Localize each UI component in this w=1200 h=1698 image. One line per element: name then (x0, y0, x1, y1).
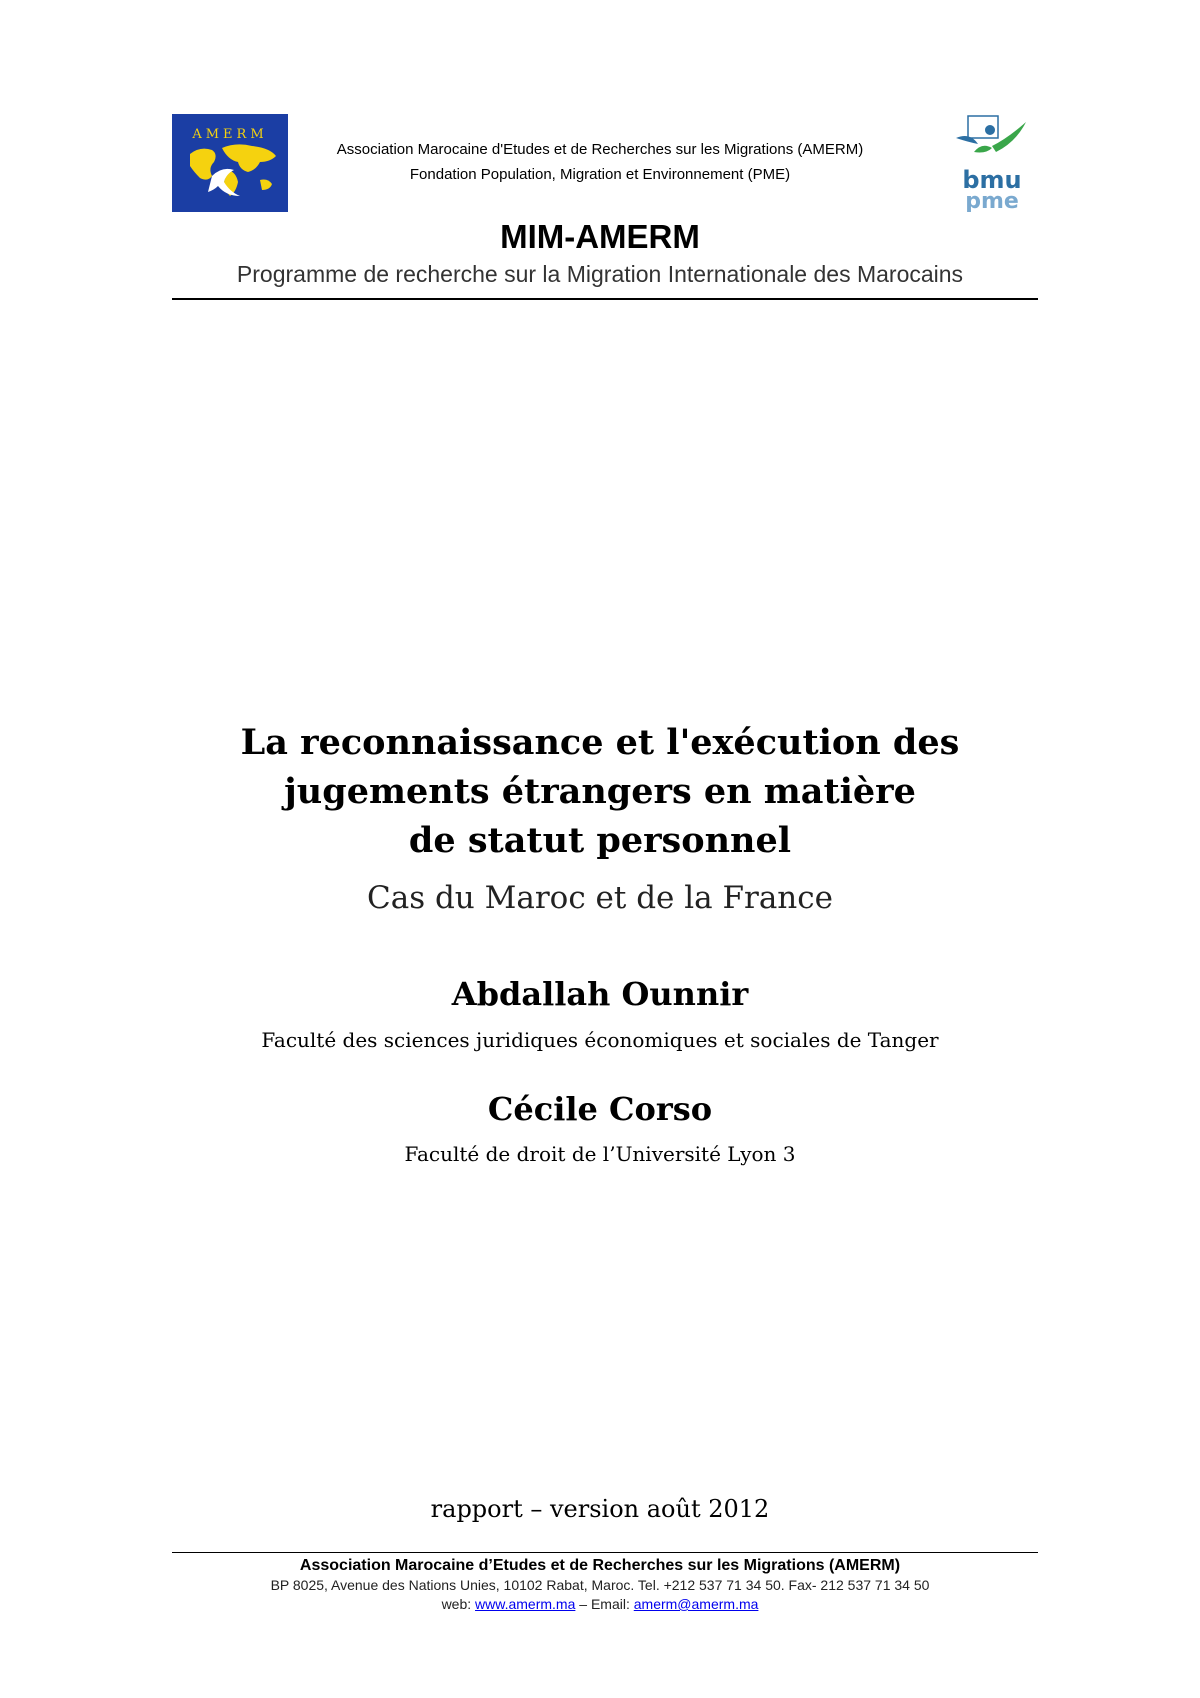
pme-text: pme (965, 189, 1019, 212)
title-line: jugements étrangers en matière (284, 771, 916, 812)
footer-org-name: Association Marocaine d’Etudes et de Recherches sur les Migrations (AMERM) (299, 1557, 901, 1574)
email-link[interactable]: amerm@amerm.ma (633, 1596, 759, 1612)
report-version: rapport – version août 2012 (430, 1495, 770, 1523)
email-label: – Email: (575, 1596, 634, 1612)
title-line: de statut personnel (408, 820, 792, 861)
website-link[interactable]: www.amerm.ma (475, 1596, 576, 1612)
footer-address: BP 8025, Avenue des Nations Unies, 10102 Rabat, Maroc. Tel. +212 537 71 34 50. Fax- 212 537 71 34 50 (270, 1577, 930, 1593)
program-title: MIM-AMERM (500, 218, 700, 255)
author-name: Cécile Corso (487, 1090, 713, 1128)
logo-lettering: AMERM (192, 127, 268, 142)
bmu-text: bmu (962, 166, 1022, 194)
header-org-line-1: Association Marocaine d'Etudes et de Recherches sur les Migrations (AMERM) (336, 141, 864, 158)
author-name: Abdallah Ounnir (451, 975, 749, 1013)
document-title (0, 718, 1200, 865)
program-subtitle: Programme de recherche sur la Migration Internationale des Marocains (236, 261, 964, 287)
footer-contact (0, 1596, 1200, 1612)
header-org-line-2: Fondation Population, Migration et Environnement (PME) (409, 166, 791, 183)
bmu-pme-logo (952, 112, 1032, 212)
footer-divider (172, 1552, 1038, 1553)
author-affiliation: Faculté de droit de l’Université Lyon 3 (404, 1142, 796, 1166)
header-divider (172, 298, 1038, 300)
title-line: La reconnaissance et l'exécution des (240, 722, 960, 763)
amerm-logo (172, 114, 288, 212)
web-label: web: (441, 1596, 476, 1612)
author-affiliation: Faculté des sciences juridiques économiques et sociales de Tanger (261, 1028, 939, 1052)
document-subtitle: Cas du Maroc et de la France (367, 880, 833, 916)
